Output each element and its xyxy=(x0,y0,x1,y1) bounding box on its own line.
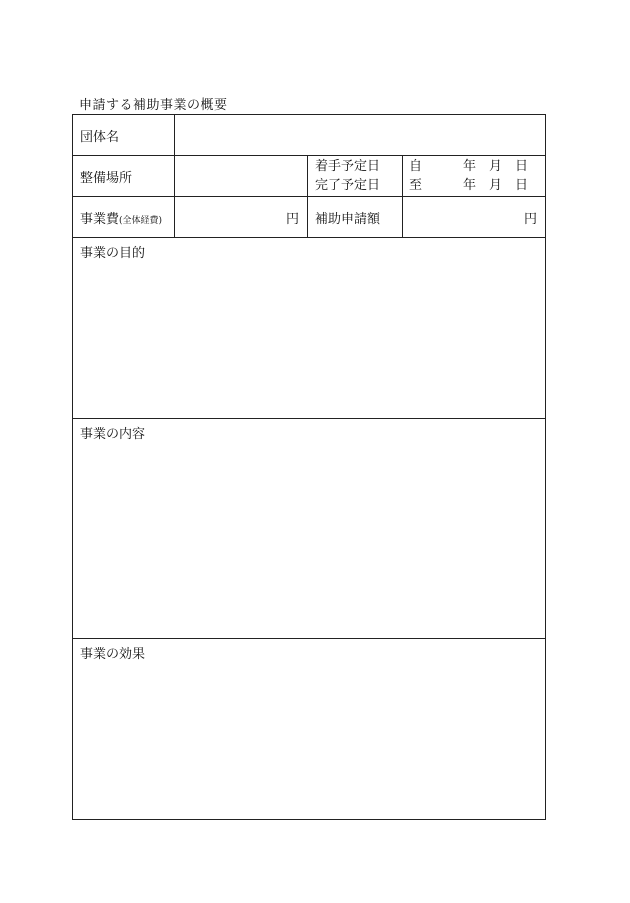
end-year-unit: 年 xyxy=(463,178,477,193)
start-month-unit: 月 xyxy=(489,159,503,174)
subsidy-field[interactable] xyxy=(403,197,546,238)
end-date-label: 完了予定日 xyxy=(315,178,381,193)
effect-field[interactable] xyxy=(73,639,546,820)
purpose-field[interactable] xyxy=(73,238,546,419)
start-date-label: 着手予定日 xyxy=(315,159,381,174)
end-day-unit: 日 xyxy=(515,178,529,193)
subsidy-label: 補助申請額 xyxy=(308,197,403,238)
start-date-field[interactable] xyxy=(403,157,545,176)
row-content xyxy=(73,419,546,639)
start-day-unit: 日 xyxy=(515,159,529,174)
subsidy-overview-table xyxy=(72,114,546,820)
row-cost xyxy=(73,197,546,238)
cost-unit: 円 xyxy=(285,211,299,227)
group-name-field[interactable] xyxy=(175,115,546,156)
effect-label: 事業の効果 xyxy=(80,647,146,662)
purpose-label: 事業の目的 xyxy=(80,246,146,261)
cost-label-note: (全体経費) xyxy=(119,215,163,226)
row-effect xyxy=(73,639,546,820)
content-label: 事業の内容 xyxy=(80,427,146,442)
schedule-dates[interactable] xyxy=(403,156,546,197)
row-purpose xyxy=(73,238,546,419)
site-field[interactable] xyxy=(175,156,308,197)
content-field[interactable] xyxy=(73,419,546,639)
end-prefix: 至 xyxy=(409,178,423,193)
schedule-labels xyxy=(308,156,403,197)
end-month-unit: 月 xyxy=(489,178,503,193)
row-group-name xyxy=(73,115,546,156)
row-site xyxy=(73,156,546,197)
start-prefix: 自 xyxy=(409,159,423,174)
site-label: 整備場所 xyxy=(73,156,175,197)
start-year-unit: 年 xyxy=(463,159,477,174)
subsidy-unit: 円 xyxy=(524,211,538,227)
cost-field[interactable] xyxy=(175,197,308,238)
cost-label-text: 事業費 xyxy=(80,211,120,227)
cost-label xyxy=(73,197,175,238)
group-name-label: 団体名 xyxy=(73,115,175,156)
form-caption: 申請する補助事業の概要 xyxy=(79,98,228,113)
end-date-field[interactable] xyxy=(403,176,545,195)
